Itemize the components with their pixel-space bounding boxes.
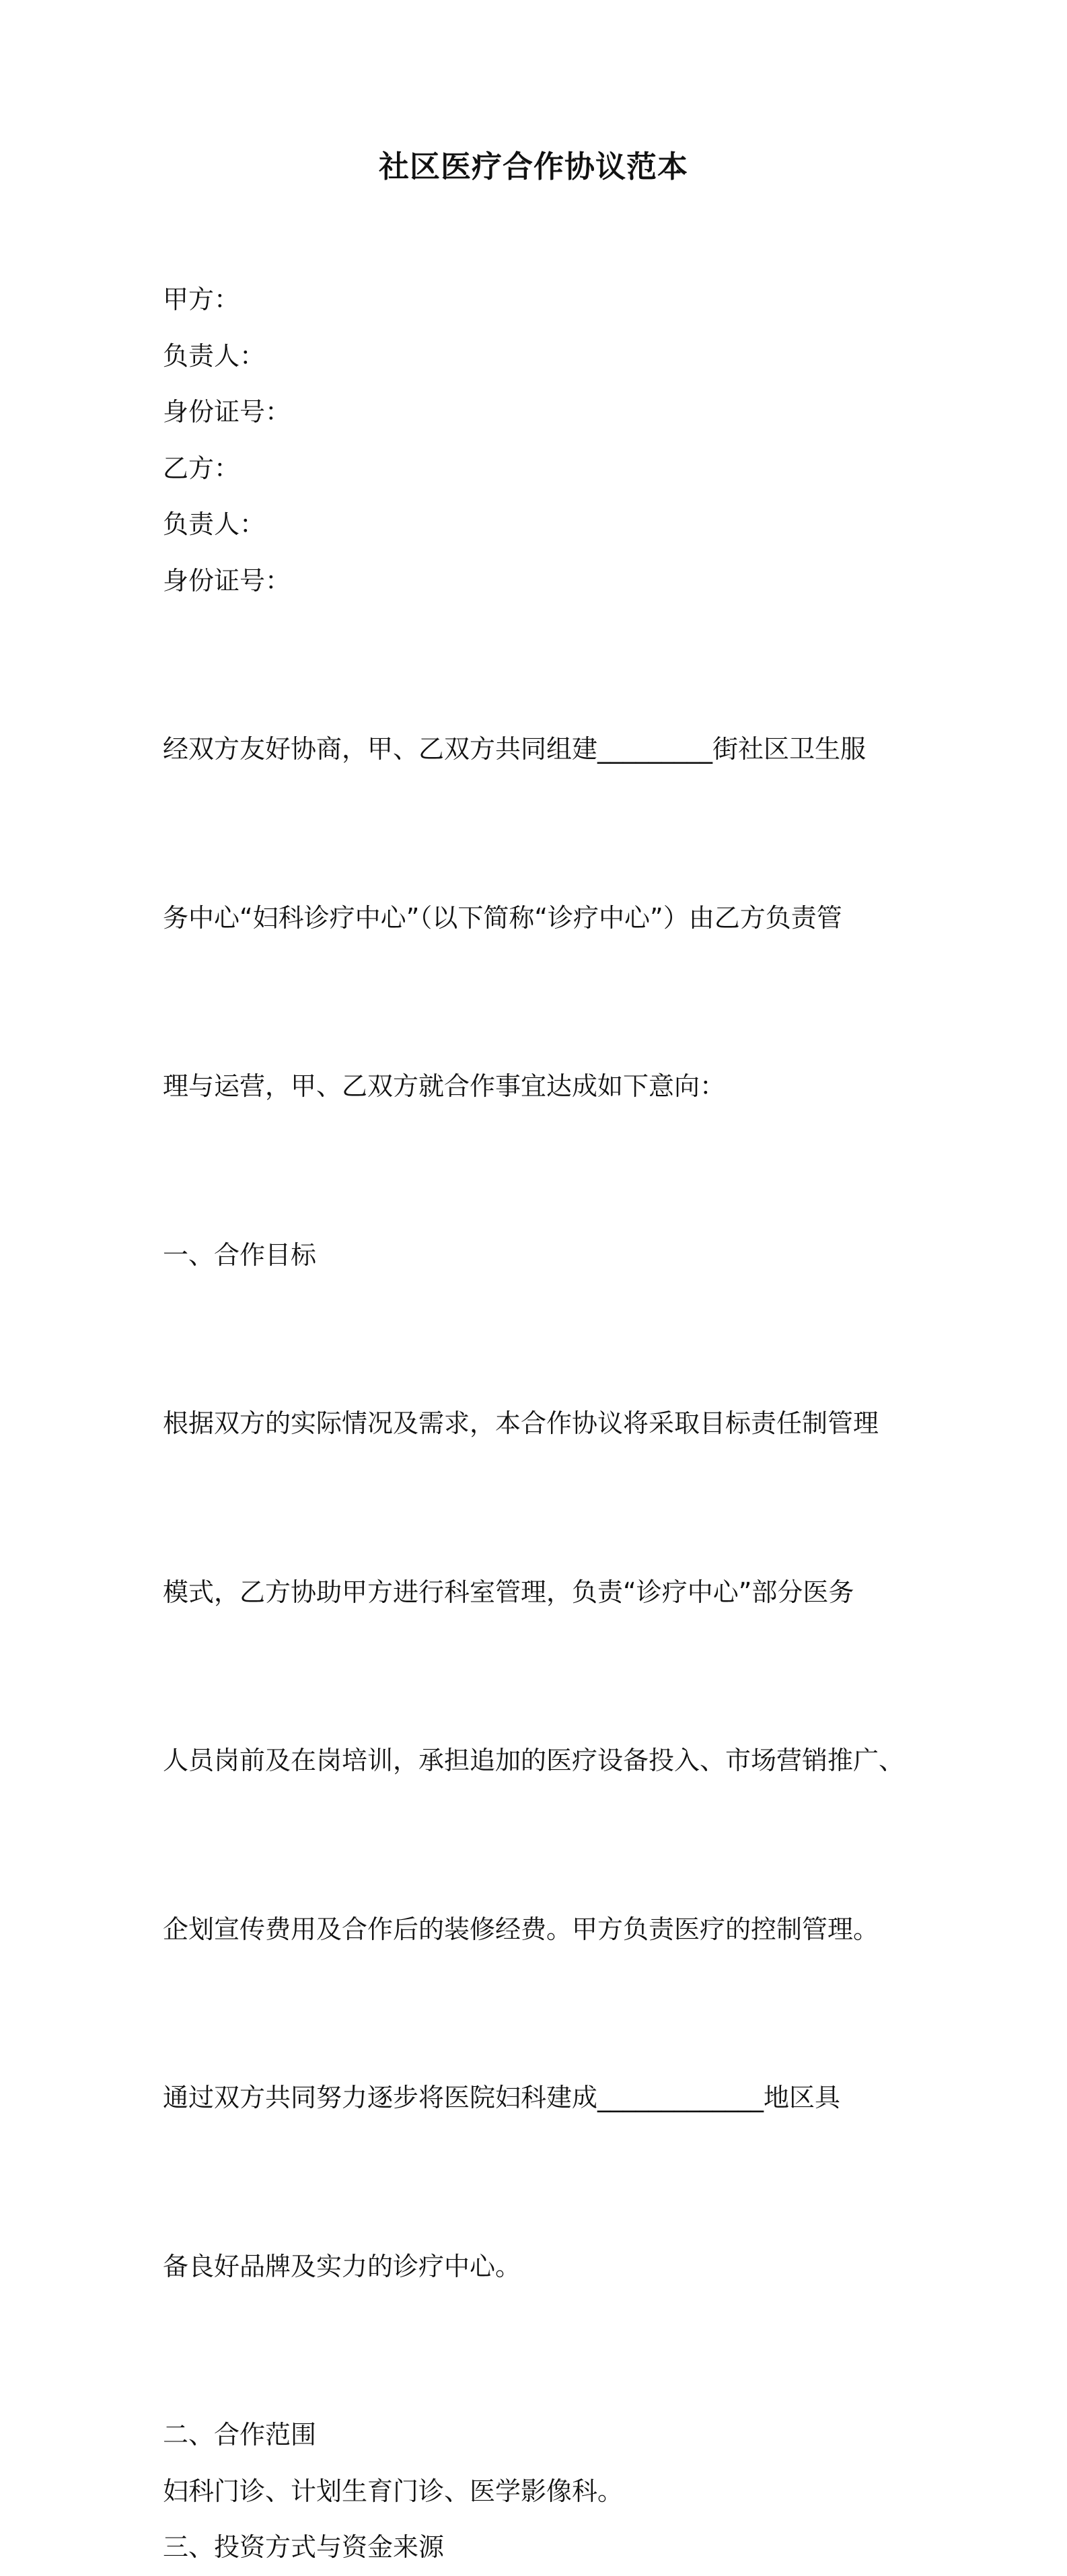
party-a-leader: 负责人： — [163, 341, 266, 371]
document-title: 社区医疗合作协议范本 — [378, 149, 688, 184]
intro-line: 务中心“妇科诊疗中心”（以下简称“诊疗中心”）由乙方负责管 — [163, 902, 842, 933]
party-a-id-number: 身份证号： — [163, 397, 291, 427]
section-1-line: 模式，乙方协助甲方进行科室管理，负责“诊疗中心”部分医务 — [163, 1577, 854, 1607]
section-1-line: 备良好品牌及实力的诊疗中心。 — [163, 2251, 521, 2281]
section-1-line: 人员岗前及在岗培训，承担追加的医疗设备投入、市场营销推广、 — [163, 1746, 905, 1775]
intro-paragraph — [163, 609, 913, 1227]
document-body — [163, 272, 913, 2576]
section-1-line: 根据双方的实际情况及需求，本合作协议将采取目标责任制管理 — [163, 1408, 879, 1438]
section-3-heading: 三、投资方式与资金来源 — [163, 2532, 445, 2562]
section-1-heading: 一、合作目标 — [163, 1240, 317, 1270]
section-2-heading: 二、合作范围 — [163, 2420, 317, 2449]
party-b-leader: 负责人： — [163, 509, 266, 539]
party-a-label: 甲方： — [163, 285, 240, 314]
section-1-line: 通过双方共同努力逐步将医院妇科建成_____________地区具 — [163, 2083, 841, 2112]
section-1-paragraph — [163, 1283, 913, 2407]
party-b-label: 乙方： — [163, 453, 240, 483]
party-b-id-number: 身份证号： — [163, 565, 291, 596]
section-1-line: 企划宣传费用及合作后的装修经费。甲方负责医疗的控制管理。 — [163, 1914, 879, 1944]
section-2-text: 妇科门诊、计划生育门诊、医学影像科。 — [163, 2476, 624, 2506]
intro-line: 理与运营，甲、乙双方就合作事宜达成如下意向： — [163, 1071, 726, 1101]
intro-line: 经双方友好协商，甲、乙双方共同组建_________街社区卫生服 — [163, 734, 867, 764]
